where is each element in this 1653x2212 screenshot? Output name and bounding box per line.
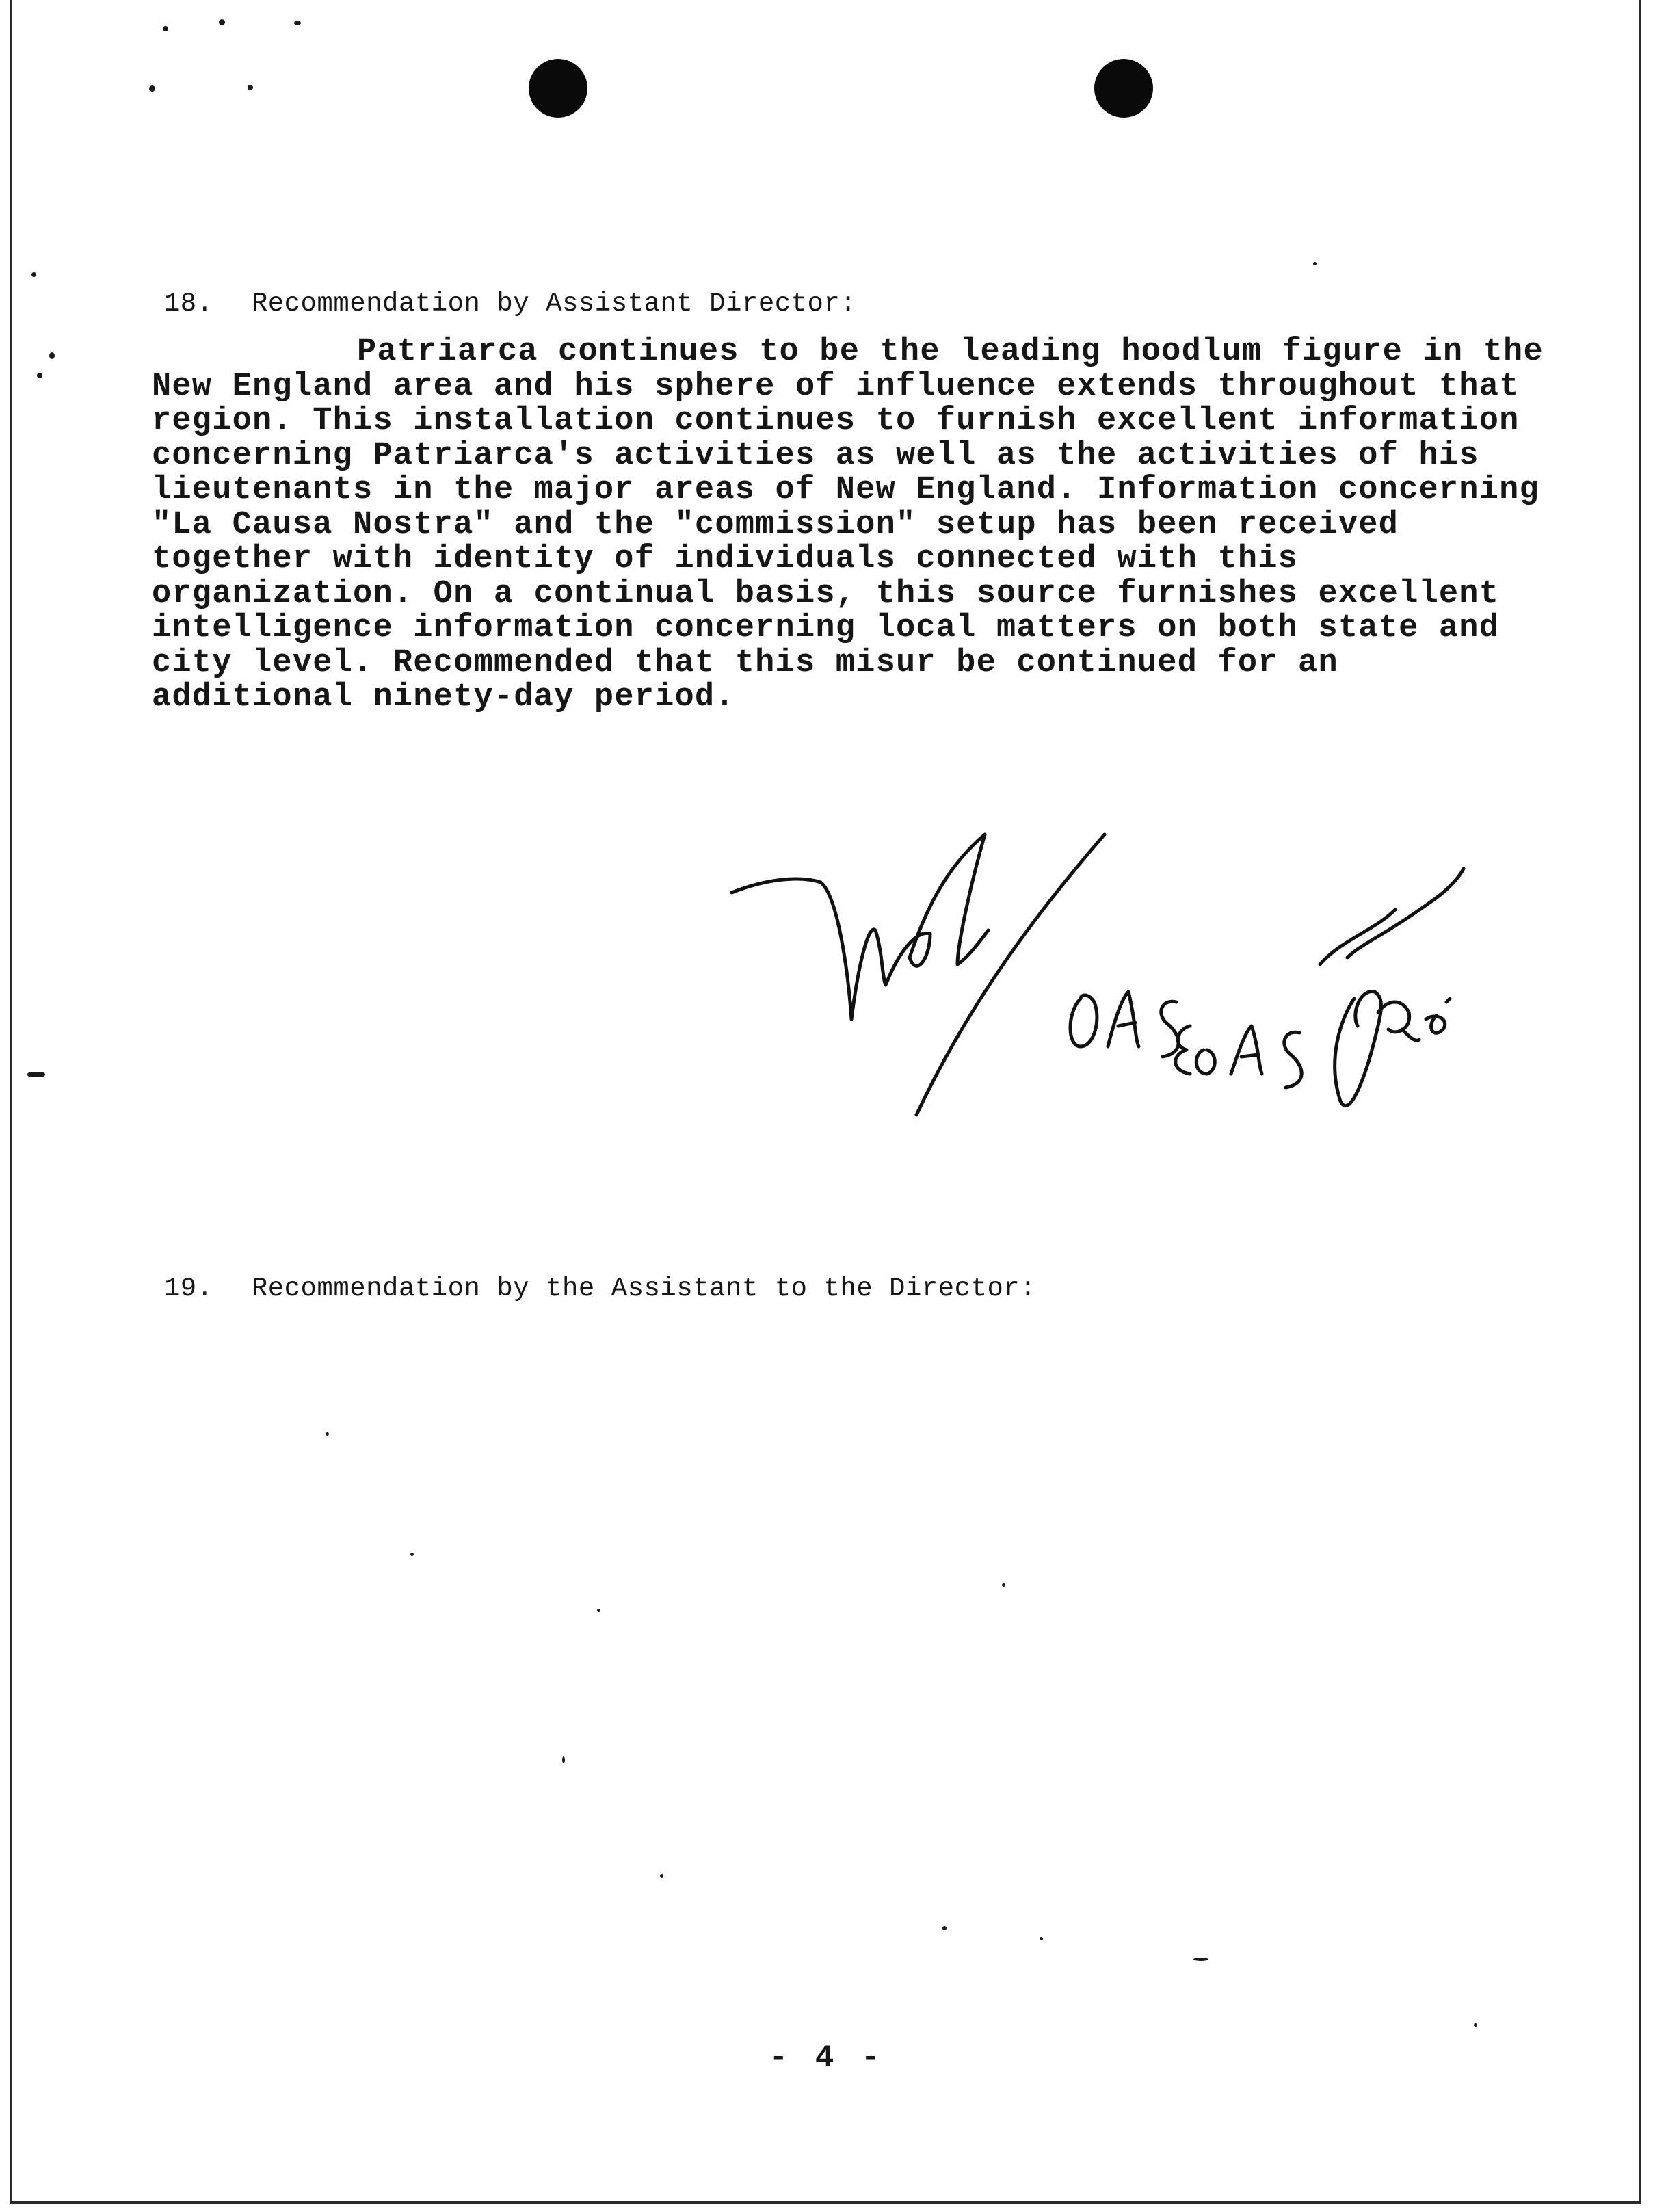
section-18-title: Recommendation by Assistant Director: <box>251 289 857 319</box>
signature-slash <box>916 834 1105 1115</box>
signature-initial-5 <box>1335 992 1450 1106</box>
signature-initial-2 <box>1070 992 1178 1057</box>
signature-initial-1 <box>732 834 988 1019</box>
punch-hole-right <box>1094 59 1153 118</box>
section-19-number: 19. <box>163 1274 213 1304</box>
punch-hole-left <box>529 59 587 118</box>
page-number: - 4 - <box>769 2040 884 2076</box>
signature-initial-4 <box>1320 869 1464 964</box>
signature-initial-3 <box>1176 1026 1301 1088</box>
section-18-number: 18. <box>163 289 213 319</box>
section-18-heading <box>131 259 856 319</box>
section-19-title: Recommendation by the Assistant to the Director: <box>251 1274 1037 1304</box>
section-19-heading <box>131 1243 1036 1304</box>
handwritten-initials <box>711 793 1532 1135</box>
section-18-paragraph: Patriarca continues to be the leading hoodlum figure in the New England area and his sphere of influence extends throughout that region. This installation continues to furnish excellent information concerning Patriarca's activities as well as the activities of his lieutenants in the major areas of New England. Information concerning "La Causa Nostra" and the "commission" setup has been received together with identity of individuals connected with this organization. On a continual basis, this source furnishes excellent intelligence information concerning local matters on both state and city level. Recommended that this misur be continued for an additional ninety-day period. <box>152 334 1544 715</box>
section-18-body <box>152 335 1547 715</box>
